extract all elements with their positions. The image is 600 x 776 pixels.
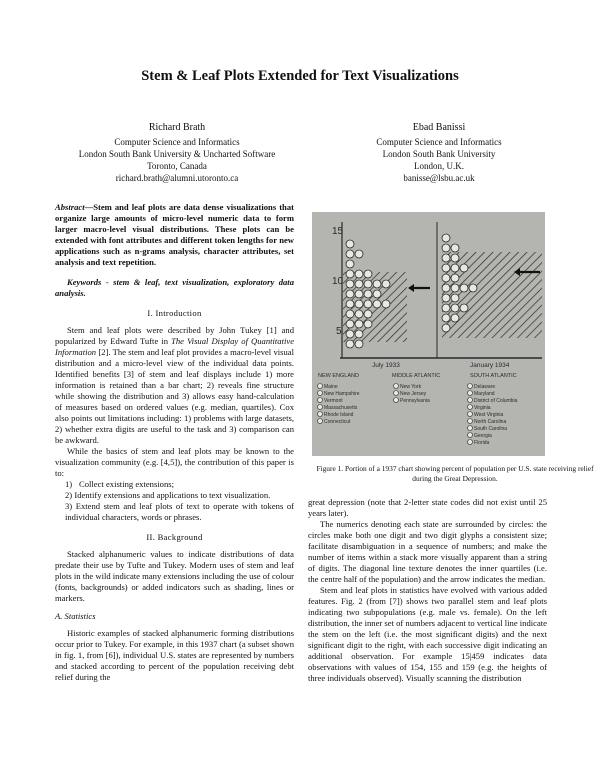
legend-item: New York (400, 384, 422, 390)
region-label: MIDDLE ATLANTIC (392, 373, 441, 379)
author-org: London South Bank University & Uncharted Software (78, 149, 276, 159)
text-run: [2]. The stem and leaf plot provides a macro-level visual distribution and a micro-level view of the individual data points. Identified benefits [3] of stem and leaf displays include 1) more information is retained than a bar chart; 2) reveals fine structure while showing the distribution and 3) allows easy hand-calculation of measures based on ordered values (e.g. median, quartiles). Cox also points out limitations including: 1) problems with large datasets, 2) whether extra digits are useful to the task and 3) comparison can be awkward. (55, 347, 294, 445)
keywords-label: Keywords (67, 277, 102, 287)
author-email: richard.brath@alumni.utoronto.ca (115, 173, 239, 183)
y-tick-label: 10 (332, 276, 344, 287)
figure-1-image (312, 212, 545, 456)
abstract-text: —Stem and leaf plots are data dense visualizations that organize large amounts of micro-level numeric data to form larger macro-level visual distributions. These plots can be extended with font attributes and different token lengths for new applications such as n-grams analysis, character attributes, set analysis and text repetition. (55, 202, 294, 267)
paragraph: Stem and leaf plots in statistics have evolved with various added features. Fig. 2 (from [7]) shows two parallel stem and leaf plots indicating two subpopulations (e.g. male vs. female). On the left distribution, the inner set of numbers adjacent to vertical line indicate the stem on the left (i.e. the most significant digits) and the next significant digit to the right, with each successive digit indicating an additional observation. For example 15|459 indicates data observations with values of 154, 155 and 159 (e.g. the heights of three individuals observed). Visually scanning the distribution (308, 585, 547, 683)
legend-item: New Hampshire (324, 391, 360, 397)
section-heading: I. Introduction (147, 308, 202, 318)
column-label: January 1934 (470, 362, 510, 369)
legend-item: West Virginia (474, 412, 504, 418)
legend-item: Rhode Island (324, 412, 354, 418)
section-heading: II. Background (146, 532, 203, 542)
legend-item: Virginia (474, 405, 491, 411)
legend-item: Massachusetts (324, 405, 358, 411)
right-column (308, 497, 547, 684)
column-label: July 1933 (372, 362, 400, 369)
author-dept: Computer Science and Informatics (114, 137, 240, 147)
y-tick-label: 15 (332, 226, 344, 237)
list-text: Identify extensions and applications to text visualization. (74, 490, 271, 500)
paragraph: great depression (note that 2-letter state codes did not exist until 25 years later). (308, 497, 547, 518)
list-number: 3) (65, 501, 73, 511)
legend-item: Maine (324, 384, 338, 390)
y-tick-label: 5 (336, 326, 342, 337)
list-text: Collect existing extensions; (79, 479, 174, 489)
legend-item: South Carolina (474, 426, 508, 432)
legend-item: Georgia (474, 433, 492, 439)
paragraph: Historic examples of stacked alphanumeric forming distributions occur prior to Tukey. For example, in this 1937 chart (a subset shown in fig. 1, from [6]), individual U.S. states are represented by numbers and stacked according to percent of the population receiving debt relief during the (55, 628, 294, 682)
paragraph: The numerics denoting each state are surrounded by circles: the circles make both one digit and two digit glyphs a consistent size; facilitate disambiguation in a sequence of numbers; and make the number of items within a stack more visually apparent than a string of digits. The diagonal line texture denotes the inner quartiles (i.e. the centre half of the population) and the arrow indicates the median. (308, 519, 547, 584)
keywords-text: - stem & leaf, text visualization, exploratory data analysis. (55, 277, 294, 298)
italic-title: The Visual Display of Quantitative Information (55, 336, 295, 357)
abstract-label: Abstract (55, 202, 85, 212)
figure-caption: Figure 1. Portion of a 1937 chart showing percent of population per U.S. state receiving relief during the Great Depression. (316, 464, 594, 483)
author-dept: Computer Science and Informatics (376, 137, 502, 147)
legend-item: District of Columbia (474, 398, 518, 404)
list-item (55, 479, 294, 490)
paper-title: Stem & Leaf Plots Extended for Text Visualizations (141, 68, 459, 84)
legend-item: Florida (474, 440, 490, 446)
author-location: Toronto, Canada (147, 161, 207, 171)
paragraph: While the basics of stem and leaf plots may be known to the visualization community (e.g. [4,5]), the contribution of this paper is to: (55, 446, 294, 478)
keywords (55, 277, 294, 299)
region-label: NEW ENGLAND (318, 373, 359, 379)
author-2 (314, 122, 564, 184)
author-email: banisse@lsbu.ac.uk (403, 173, 475, 183)
legend-item: Delaware (474, 384, 496, 390)
subsection-heading: A. Statistics (55, 611, 96, 621)
legend-item: New Jersey (400, 391, 427, 397)
text-run: Stem and leaf plots were described by John Tukey [1] and popularized by Edward Tufte in (55, 325, 294, 346)
legend-item: Connecticut (324, 419, 351, 425)
legend-item: North Carolina (474, 419, 507, 425)
author-name: Ebad Banissi (412, 122, 466, 133)
legend-item: Vermont (324, 398, 343, 404)
legend-item: Maryland (474, 391, 495, 397)
legend-item: Pennsylvania (400, 398, 430, 404)
author-org: London South Bank University (382, 149, 496, 159)
region-label: SOUTH ATLANTIC (470, 373, 517, 379)
list-number: 1) (65, 479, 73, 489)
abstract (55, 202, 294, 268)
paragraph (55, 325, 294, 446)
author-name: Richard Brath (148, 122, 206, 133)
list-item (55, 490, 294, 501)
list-item (55, 501, 294, 523)
list-text: Extend stem and leaf plots of text to operate with tokens of individual characters, words or phrases. (65, 501, 294, 522)
left-column (55, 202, 294, 683)
list-number: 2) (65, 490, 73, 500)
author-1 (52, 122, 302, 184)
author-location: London, U.K. (414, 161, 464, 171)
paragraph: Stacked alphanumeric values to indicate distributions of data predate their use by Tufte and Tukey. Modern uses of stem and leaf plots in the wild indicate many extensions including the use of colour (fonts, backgrounds) or added indicators such as shading, lines or markers. (55, 549, 294, 603)
